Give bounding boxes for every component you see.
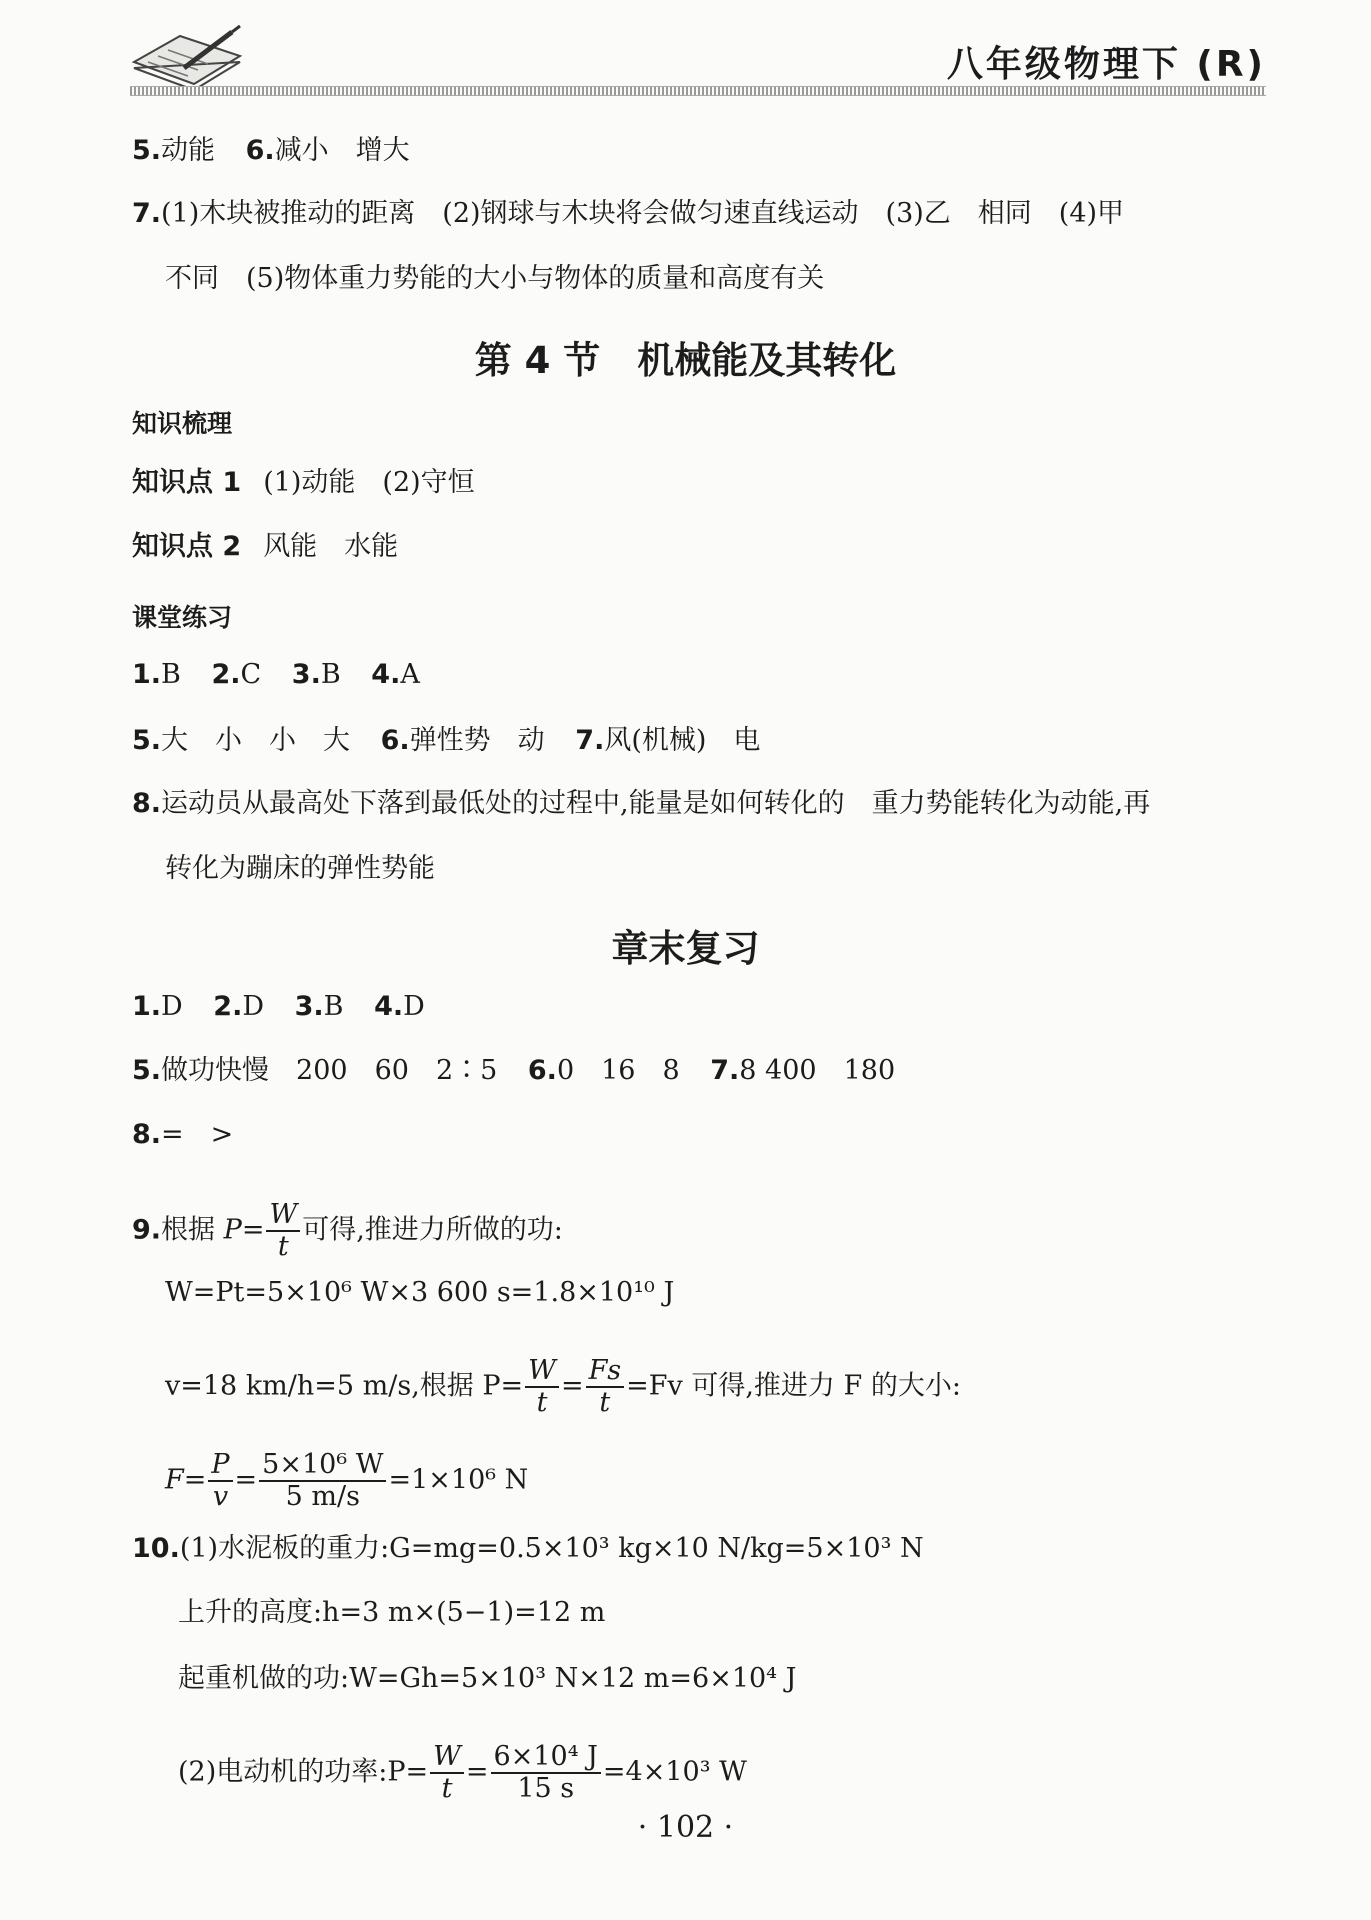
practice-line-8-cont: 转化为蹦床的弹性势能	[165, 853, 435, 884]
knowledge-point-2: 知识点 2 风能 水能	[132, 531, 399, 562]
review-line-5-7: 5.做功快慢 200 60 2∶5 6.0 16 8 7.8 400 180	[132, 1055, 896, 1086]
header-title: 八年级物理下 (R)	[946, 44, 1266, 85]
review-line-10-height: 上升的高度:h=3 m×(5−1)=12 m	[178, 1597, 606, 1628]
review-title: 章末复习	[611, 927, 760, 970]
section-title: 第 4 节 机械能及其转化	[474, 339, 897, 382]
review-line-8: 8.= >	[132, 1119, 234, 1150]
practice-line-1-4: 1.B 2.C 3.B 4.A	[132, 659, 420, 690]
review-line-1-4: 1.D 2.D 3.B 4.D	[132, 991, 425, 1022]
knowledge-heading: 知识梳理	[132, 409, 233, 438]
answer-line-5-6: 5.动能 6.减小 增大	[132, 135, 410, 166]
page-number: · 102 ·	[637, 1810, 734, 1845]
answer-line-7-cont: 不同 (5)物体重力势能的大小与物体的质量和高度有关	[165, 263, 825, 294]
header-divider	[130, 86, 1266, 96]
review-line-10-power: (2)电动机的功率:P= $\frac{W}{t}$ = $\frac{\text{6×10⁴ J}}{15 s}$ =4×10³ W	[178, 1741, 747, 1804]
notebook-pencil-icon	[128, 22, 246, 92]
review-line-10-gravity: 10.(1)水泥板的重力:G=mg=0.5×10³ kg×10 N/kg=5×10³ N	[132, 1533, 924, 1564]
review-line-10-work: 起重机做的功:W=Gh=5×10³ N×12 m=6×10⁴ J	[178, 1663, 797, 1694]
practice-line-5-7: 5.大 小 小 大 6.弹性势 动 7.风(机械) 电	[132, 725, 761, 756]
power-formula-fraction: $\frac{W}{t}$	[266, 1200, 300, 1262]
practice-line-8: 8.运动员从最高处下落到最低处的过程中,能量是如何转化的 重力势能转化为动能,再	[132, 788, 1151, 819]
review-line-9-force: F= $\frac{P}{v}$ = $\frac{\text{5×10⁶ W}}{5 m/s}$ =1×10⁶ N	[165, 1449, 529, 1512]
knowledge-point-1: 知识点 1 (1)动能 (2)守恒	[132, 467, 475, 498]
review-line-9-work: W=Pt=5×10⁶ W×3 600 s=1.8×10¹⁰ J	[165, 1277, 675, 1308]
review-line-9-speed: v=18 km/h=5 m/s,根据 P= $\frac{W}{t}$ = $\frac{Fs}{t}$ =Fv 可得,推进力 F 的大小:	[165, 1355, 961, 1418]
answer-line-7: 7.(1)木块被推动的距离 (2)钢球与木块将会做匀速直线运动 (3)乙 相同 (4)甲	[132, 198, 1125, 229]
review-line-9: 9.根据 P= $\frac{W}{t}$ 可得,推进力所做的功:	[132, 1199, 563, 1262]
practice-heading: 课堂练习	[132, 603, 233, 632]
